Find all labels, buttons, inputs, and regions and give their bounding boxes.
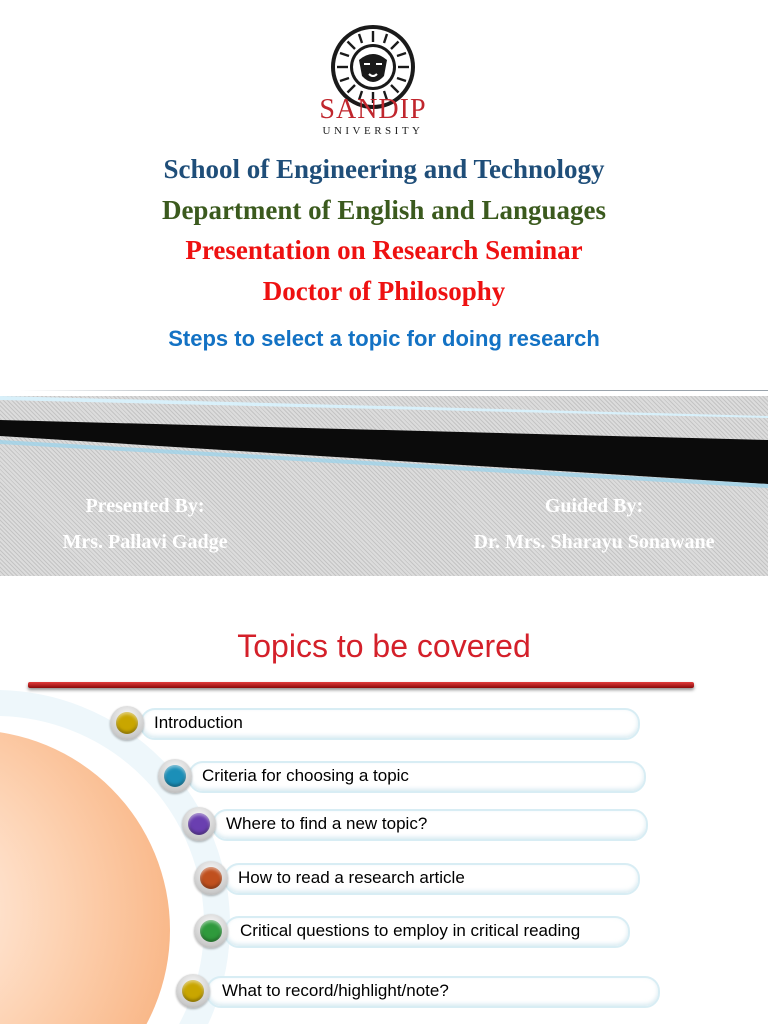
divider-line [20,390,768,391]
topic-label: Criteria for choosing a topic [202,766,409,785]
topics-slide [0,590,768,1024]
guide-block [420,488,768,560]
bullet-icon [194,861,228,895]
topic-label: Critical questions to employ in critical reading [240,921,581,940]
degree-heading: Doctor of Philosophy [262,276,506,306]
bullet-icon [182,807,216,841]
bullet-icon [158,759,192,793]
logo-wordmark: SANDIP [319,94,427,125]
topic-label: Introduction [154,713,243,732]
bullet-icon [110,706,144,740]
bullet-dot [116,712,138,734]
logo-subtext: UNIVERSITY [322,125,424,137]
guided-by-label: Guided By: [544,495,644,517]
school-heading: School of Engineering and Technology [163,154,605,184]
university-logo [298,18,448,140]
bullet-dot [200,867,222,889]
presentation-heading: Presentation on Research Seminar [185,235,583,265]
bullet-icon [176,974,210,1008]
presenter-block [40,488,250,560]
guide-name: Dr. Mrs. Sharayu Sonawane [473,531,715,553]
presenter-name: Mrs. Pallavi Gadge [62,531,228,553]
bullet-dot [200,920,222,942]
topic-label: How to read a research article [238,868,465,887]
bullet-icon [194,914,228,948]
topics-title: Topics to be covered [237,628,531,664]
bullet-dot [182,980,204,1002]
topic-label: Where to find a new topic? [226,814,428,833]
department-heading: Department of English and Languages [161,195,607,225]
bullet-dot [188,813,210,835]
bullet-dot [164,765,186,787]
presented-by-label: Presented By: [85,495,205,517]
topic-label: What to record/highlight/note? [222,981,449,1000]
title-underline-bar [28,682,694,688]
slide-subtitle: Steps to select a topic for doing research [168,326,600,351]
